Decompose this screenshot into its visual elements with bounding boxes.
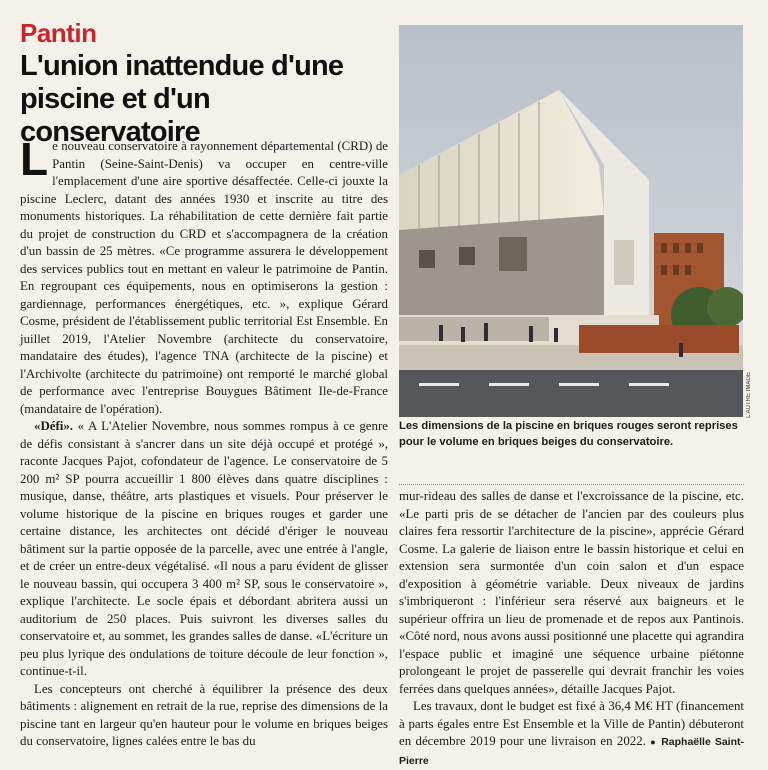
bullet-icon: ● bbox=[650, 737, 657, 747]
paragraph-1-text: e nouveau conservatoire à rayonnement départemental (CRD) de Pantin (Seine-Saint-Denis) va occuper en centre-ville l'emplacement d'une aire sportive désaffectée. Celle-ci jouxte la piscine Leclerc, datant des années 1930 et inscrite au titre des monuments historiques. La réhabilitation de cette dernière fait partie du projet de construction du CRD et s'accompagnera de la création d'un bassin de 25 mètres. «Ce programme assurera le développement des services publics tout en mettant en valeur le patrimoine de Pantin. En regroupant ces équipements, nous en optimiserons la gestion : gardiennage, performances énergétiques, etc. », explique Gérard Cosme, président de l'établissement public territorial Est Ensemble. En juillet 2019, l'Atelier Novembre (architecte du conservatoire, mandataire des études), l'agence TNA (architecte de la piscine) et l'Archivolte (architecte du patrimoine) ont remporté le marché global de performance avec l'entreprise Bouygues Bâtiment Ile-de-France (mandataire de l'opération). bbox=[20, 139, 388, 416]
intertitle: «Défi». bbox=[34, 419, 74, 433]
paragraph-2 bbox=[20, 418, 388, 681]
paragraph-5-text: Les travaux, dont le budget est fixé à 36,4 M€ HT (financement à parts égales entre Est Ensemble et la Ville de Pantin) débuteront en décembre 2019 pour une livraison en 2022. bbox=[399, 699, 744, 748]
author-signature: Raphaëlle Saint-Pierre bbox=[399, 736, 744, 767]
photo-credit: L'AUTRE IMAGE bbox=[746, 372, 752, 418]
body-column-left bbox=[20, 133, 388, 751]
building-rendering-illustration bbox=[399, 25, 743, 417]
paragraph-4: mur-rideau des salles de danse et l'excroissance de la piscine, etc. «Le parti pris de se détacher de l'ancien par des couleurs plus claires fera ressortir l'architecture de la piscine», apprécie Gérard Cosme. La galerie de liaison entre le bassin historique et celui en extension sera surmontée d'un coin salon et d'un espace d'exposition à géométrie variable. Deux niveaux de jardins s'imbriqueront : l'inférieur sera réservé aux baigneurs et le supérieur offrira un lieu de promenade et de repos aux Pantinois. «Côté nord, nous avons aussi positionné une placette qui agrandira l'espace public et imaginé une séquence urbaine piétonne prolongeant le projet de passerelle qui devrait franchir les voies ferrées dans quelques années», détaille Jacques Pajot. bbox=[399, 489, 744, 696]
body-column-right bbox=[399, 484, 744, 770]
paragraph-5 bbox=[399, 698, 744, 770]
paragraph-1 bbox=[20, 133, 388, 418]
paragraph-3: Les concepteurs ont cherché à équilibrer la présence des deux bâtiments : alignement en retrait de la rue, reprise des dimensions de la piscine tant en largeur qu'en hauteur pour le volume en briques beiges du conservatoire, lignes calées entre le bas du bbox=[20, 681, 388, 748]
headline: L'union inattendue d'une piscine et d'un conservatoire bbox=[20, 50, 344, 148]
architecture-photo bbox=[399, 25, 743, 417]
drop-cap: L bbox=[20, 133, 49, 185]
section-kicker: Pantin bbox=[20, 18, 97, 48]
photo-caption: Les dimensions de la piscine en briques rouges seront reprises pour le volume en briques beiges du conservatoire. bbox=[399, 420, 738, 448]
paragraph-2-text: « A L'Atelier Novembre, nous sommes rompus à ce genre de défis consistant à s'ancrer dans un site déjà occupé et protégé », raconte Jacques Pajot, cofondateur de l'agence. Le conservatoire de 5 200 m² SP pourra accueillir 1 800 élèves dans quatre disciplines : musique, danse, théâtre, arts plastiques et visuels. Pour préserver le volume historique de la piscine en briques rouges et garder une certaine distance, les architectes ont décidé d'ériger le nouveau bâtiment sur la partie opposée de la parcelle, avec une entrée à l'angle, et de créer un entre-deux végétalisé. «Il nous a paru évident de glisser le nouveau bassin, qui occupera 3 400 m² SP, sous le conservatoire », explique l'architecte. Le socle épais et débordant abritera aussi un auditorium de 250 places. Puis suivront les diverses salles du conservatoire et, au sommet, les grandes salles de danse. «L'écriture un peu plus lyrique des ondulations de toiture découle de leur fonction », continue-t-il. bbox=[20, 419, 388, 678]
